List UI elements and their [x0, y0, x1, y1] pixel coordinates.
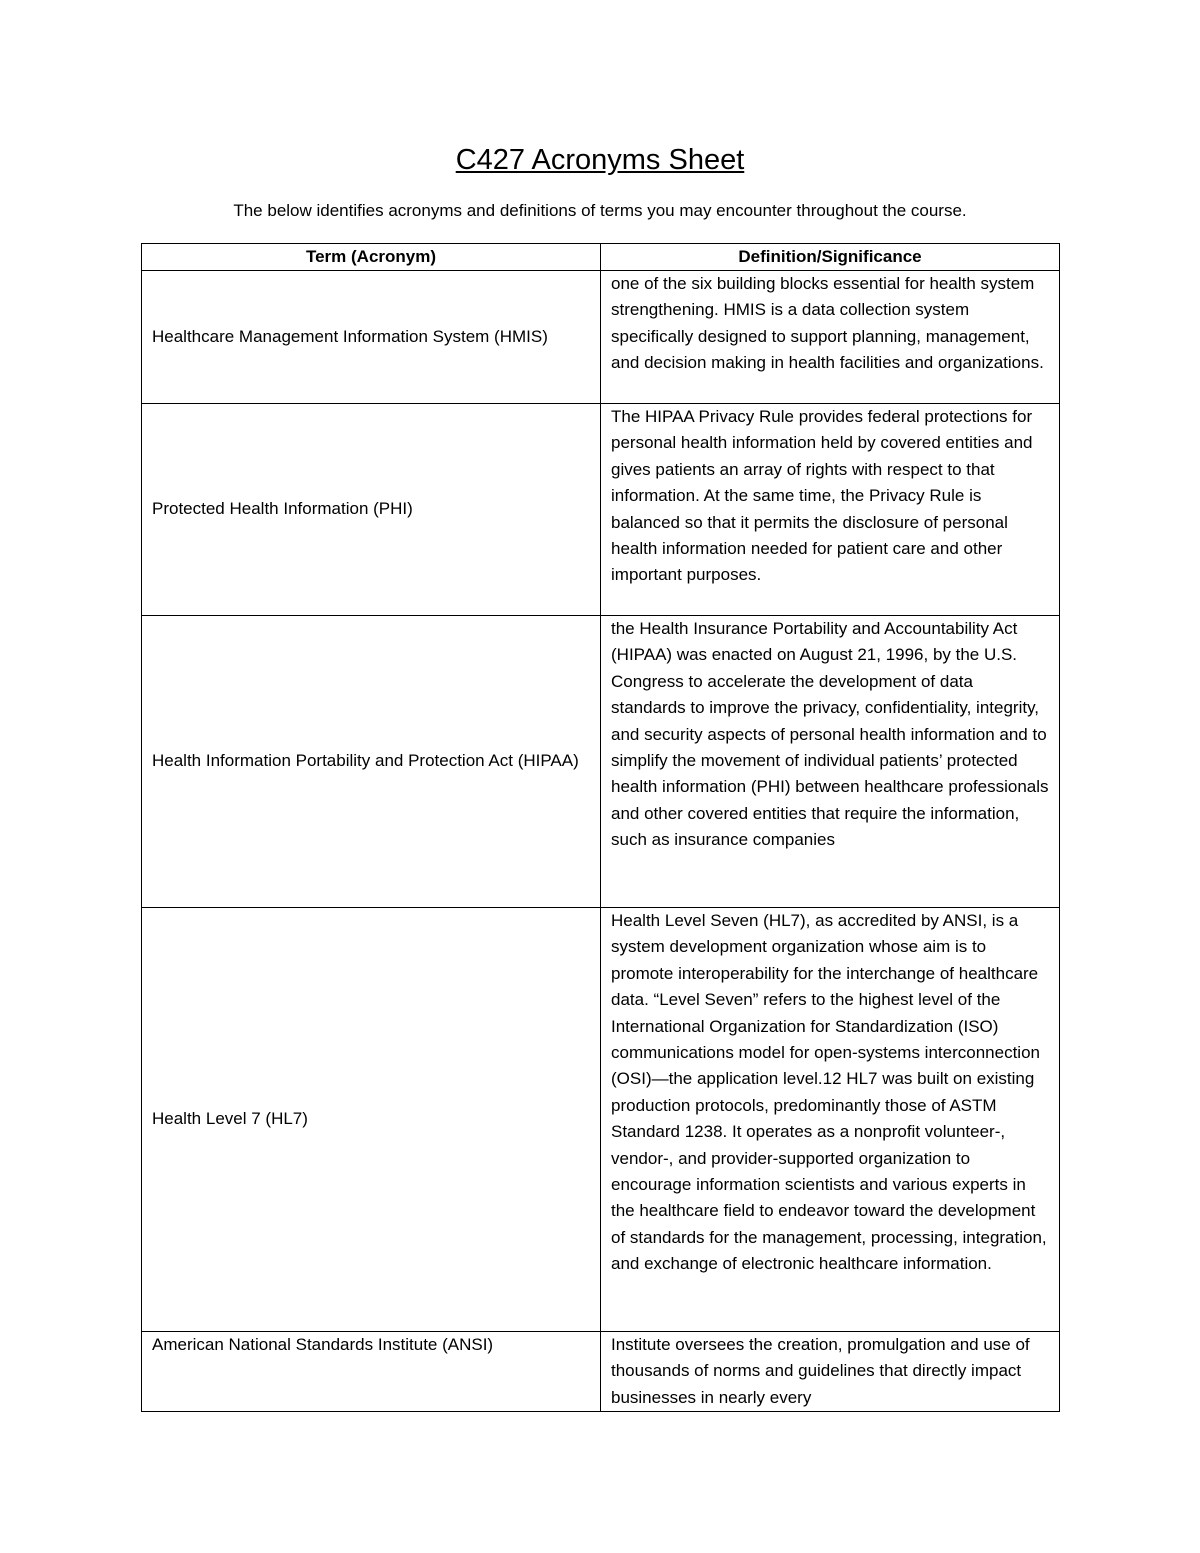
header-term: Term (Acronym)	[142, 244, 601, 271]
term-cell: American National Standards Institute (ANSI)	[142, 1332, 601, 1412]
acronyms-table	[141, 243, 1060, 1412]
definition-cell: Health Level Seven (HL7), as accredited by ANSI, is a system development organization whose aim is to promote interoperability for the interchange of healthcare data. “Level Seven” refers to the highest level of the International Organization for Standardization (ISO) communications model for open-systems interconnection (OSI)—the application level.12 HL7 was built on existing production protocols, predominantly those of ASTM Standard 1238. It operates as a nonprofit volunteer-, vendor-, and provider-supported organization to encourage information scientists and various experts in the healthcare field to endeavor toward the development of standards for the management, processing, integration, and exchange of electronic healthcare information.	[601, 908, 1060, 1332]
definition-cell: The HIPAA Privacy Rule provides federal protections for personal health information held by covered entities and gives patients an array of rights with respect to that information. At the same time, the Privacy Rule is balanced so that it permits the disclosure of personal health information needed for patient care and other important purposes.	[601, 404, 1060, 616]
definition-cell: one of the six building blocks essential for health system strengthening. HMIS is a data collection system specifically designed to support planning, management, and decision making in health facilities and organizations.	[601, 271, 1060, 404]
definition-cell: Institute oversees the creation, promulgation and use of thousands of norms and guidelines that directly impact businesses in nearly every	[601, 1332, 1060, 1412]
definition-cell: the Health Insurance Portability and Accountability Act (HIPAA) was enacted on August 21, 1996, by the U.S. Congress to accelerate the development of data standards to improve the privacy, confidentiality, integrity, and security aspects of personal health information and to simplify the movement of individual patients’ protected health information (PHI) between healthcare professionals and other covered entities that require the information, such as insurance companies	[601, 616, 1060, 908]
term-cell: Protected Health Information (PHI)	[142, 404, 601, 616]
table-row	[142, 1332, 1060, 1412]
term-cell: Health Information Portability and Protection Act (HIPAA)	[142, 616, 601, 908]
table-row	[142, 616, 1060, 908]
table-row	[142, 908, 1060, 1332]
page-intro: The below identifies acronyms and definitions of terms you may encounter throughout the course.	[233, 201, 967, 220]
term-cell: Health Level 7 (HL7)	[142, 908, 601, 1332]
page-title: C427 Acronyms Sheet	[455, 144, 745, 176]
term-cell: Healthcare Management Information System (HMIS)	[142, 271, 601, 404]
table-row	[142, 404, 1060, 616]
header-definition: Definition/Significance	[601, 244, 1060, 271]
table-header-row	[142, 244, 1060, 271]
table-row	[142, 271, 1060, 404]
